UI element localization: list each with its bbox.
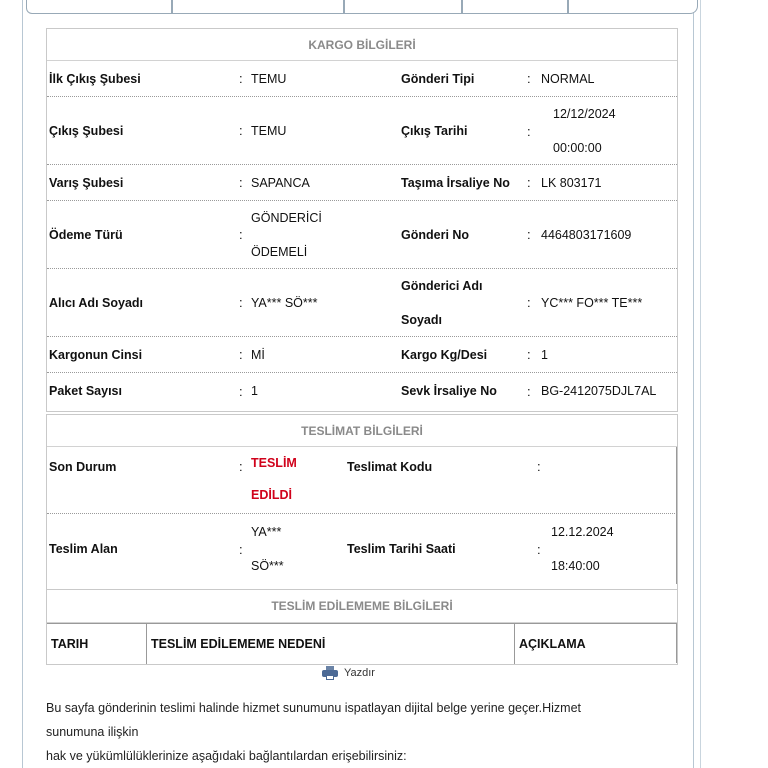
kargo-row xyxy=(47,201,677,269)
colon: : xyxy=(239,383,243,399)
kargo-label: Kargonun Cinsi xyxy=(49,347,143,362)
teslim-tarihi-line1: 12.12.2024 xyxy=(551,525,614,539)
tab-2[interactable] xyxy=(172,0,344,14)
kargo-label: Taşıma İrsaliye No xyxy=(401,175,510,190)
footer-text xyxy=(46,696,646,768)
kargo-value: TEMU xyxy=(251,71,287,86)
colon: : xyxy=(239,541,243,557)
teslim-tarihi-line2: 18:40:00 xyxy=(551,559,600,573)
edilememe-section xyxy=(46,589,678,665)
colon: : xyxy=(527,295,531,310)
kargo-value: 4464803171609 xyxy=(541,227,632,242)
colon: : xyxy=(537,459,541,474)
kargo-row xyxy=(47,165,677,201)
kargo-label: Paket Sayısı xyxy=(49,384,122,398)
kargo-label: Alıcı Adı Soyadı xyxy=(49,295,144,310)
colon: : xyxy=(239,295,243,310)
colon: : xyxy=(239,459,243,474)
kargo-value: LK 803171 xyxy=(541,175,602,190)
col-tarih: TARIH xyxy=(47,624,147,664)
edilememe-table-header xyxy=(47,623,677,663)
tab-1[interactable] xyxy=(26,0,172,14)
col-aciklama: AÇIKLAMA xyxy=(519,637,586,651)
footer-line2: sunumuna ilişkin xyxy=(46,725,139,739)
print-link[interactable] xyxy=(322,666,375,680)
tab-4[interactable] xyxy=(462,0,568,14)
colon: : xyxy=(527,227,531,242)
kargo-label: Sevk İrsaliye No xyxy=(401,384,497,398)
kargo-value-line2: 00:00:00 xyxy=(553,140,602,155)
son-durum-value-line2: EDİLDİ xyxy=(251,488,292,502)
colon: : xyxy=(527,124,531,139)
teslim-alan-line1: YA*** xyxy=(251,525,282,539)
kargo-label: Gönderi No xyxy=(401,227,470,242)
kargo-row xyxy=(47,337,677,373)
kargo-value-line1: GÖNDERİCİ xyxy=(251,210,322,225)
teslim-tarihi-label: Teslim Tarihi Saati xyxy=(347,542,456,556)
kargo-title: KARGO BİLGİLERİ xyxy=(47,29,677,61)
kargo-rows xyxy=(47,61,677,409)
footer-line1: Bu sayfa gönderinin teslimi halinde hizmet sunumunu ispatlayan dijital belge yerine geçer.Hizmet xyxy=(46,701,582,715)
colon: : xyxy=(527,175,531,190)
kargo-row xyxy=(47,97,677,165)
kargo-value: Mİ xyxy=(251,347,265,362)
kargo-value: TEMU xyxy=(251,123,287,138)
kargo-label: Çıkış Tarihi xyxy=(401,123,468,138)
tab-strip xyxy=(26,0,698,14)
kargo-value: BG-2412075DJL7AL xyxy=(541,384,657,398)
frame-left-border xyxy=(22,0,23,768)
teslim-alan-line2: SÖ*** xyxy=(251,559,284,573)
colon: : xyxy=(239,71,243,86)
teslimat-section xyxy=(46,414,678,590)
kargo-label: Varış Şubesi xyxy=(49,175,124,190)
colon: : xyxy=(239,347,243,362)
kargo-value: 1 xyxy=(251,384,258,398)
son-durum-label: Son Durum xyxy=(49,460,117,474)
col-neden: TESLİM EDİLEMEME NEDENİ xyxy=(147,624,515,664)
colon: : xyxy=(527,347,531,362)
tab-3[interactable] xyxy=(344,0,462,14)
kargo-value-line1: 12/12/2024 xyxy=(553,106,616,121)
kargo-label: İlk Çıkış Şubesi xyxy=(49,71,141,86)
edilememe-title: TESLİM EDİLEMEME BİLGİLERİ xyxy=(47,590,677,623)
colon: : xyxy=(527,71,531,86)
kargo-row xyxy=(47,373,677,409)
tab-5[interactable] xyxy=(568,0,698,14)
teslim-alan-label: Teslim Alan xyxy=(49,542,118,556)
kargo-value: 1 xyxy=(541,347,548,362)
kargo-value-line2: ÖDEMELİ xyxy=(251,244,308,259)
kargo-value: NORMAL xyxy=(541,71,595,86)
kargo-label: Çıkış Şubesi xyxy=(49,123,124,138)
print-label: Yazdır xyxy=(344,667,375,679)
kargo-label: Kargo Kg/Desi xyxy=(401,347,488,362)
frame-right-shadow xyxy=(700,0,701,768)
kargo-value: YA*** SÖ*** xyxy=(251,295,318,310)
footer-line3: hak ve yükümlülüklerinize aşağıdaki bağlantılardan erişebilirsiniz: xyxy=(46,749,407,763)
colon: : xyxy=(239,123,243,138)
teslimat-row-durum xyxy=(47,447,677,514)
kargo-label-line1: Gönderici Adı xyxy=(401,278,483,293)
frame-right-border xyxy=(693,0,694,768)
kargo-value: SAPANCA xyxy=(251,175,310,190)
teslimat-title: TESLİMAT BİLGİLERİ xyxy=(47,415,677,447)
kargo-value: YC*** FO*** TE*** xyxy=(541,295,643,310)
kargo-row xyxy=(47,269,677,337)
printer-icon xyxy=(322,666,338,680)
colon: : xyxy=(239,227,243,242)
kargo-label-line2: Soyadı xyxy=(401,312,442,327)
teslimat-kodu-label: Teslimat Kodu xyxy=(347,460,433,474)
kargo-section xyxy=(46,28,678,412)
teslimat-row-alan xyxy=(47,514,677,584)
colon: : xyxy=(239,175,243,190)
kargo-label: Ödeme Türü xyxy=(49,227,123,242)
kargo-label: Gönderi Tipi xyxy=(401,71,475,86)
colon: : xyxy=(527,383,531,399)
son-durum-value-line1: TESLİM xyxy=(251,456,297,470)
colon: : xyxy=(537,541,541,557)
kargo-row xyxy=(47,61,677,97)
